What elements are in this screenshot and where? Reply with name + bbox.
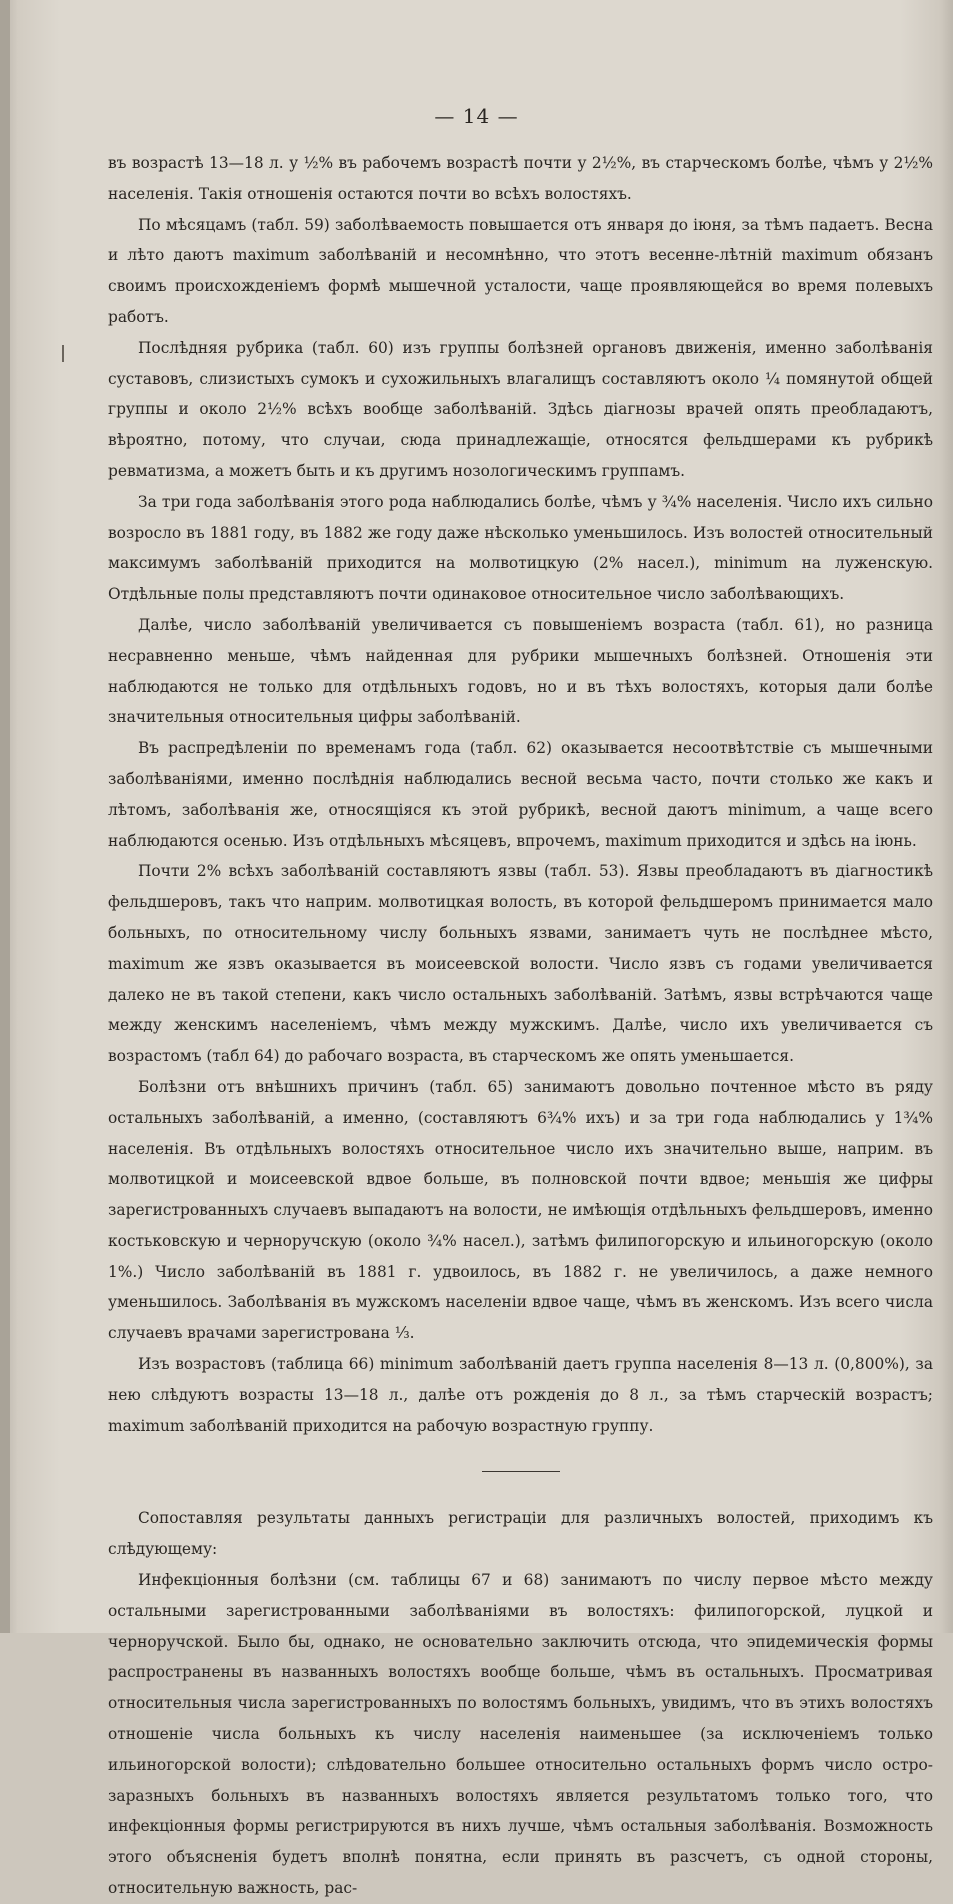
paragraph: Почти 2% всѣхъ заболѣваній составляютъ язвы (табл. 53). Язвы преобладаютъ въ діагностикѣ фельдшеровъ, такъ что наприм. молвотицкая волость, въ которой фельдшеромъ принимается мало больныхъ, по относительному числу больныхъ язвами, занимаетъ чуть не послѣднее мѣсто, maximum же язвъ оказывается въ моисеевской волости. Число язвъ съ годами увеличивается далеко не въ такой степени, какъ число остальныхъ заболѣваній. Затѣмъ, язвы встрѣчаются чаще между женскимъ населеніемъ, чѣмъ между мужскимъ. Далѣе, число ихъ увеличивается съ возрастомъ (табл 64) до рабочаго возраста, въ старческомъ же опять уменьшается.: [108, 862, 933, 1066]
page-number: — 14 —: [434, 104, 519, 128]
paragraph: Въ распредѣленіи по временамъ года (табл. 62) оказывается несоотвѣтствіе съ мышечными заболѣваніями, именно послѣднія наблюдались весной весьма часто, почти столько же какъ и лѣтомъ, заболѣванія же, относящіяся къ этой рубрикѣ, весной даютъ minimum, а чаще всего наблюдаются осенью. Изъ отдѣльныхъ мѣсяцевъ, впрочемъ, maximum приходится и здѣсь на іюнь.: [108, 739, 933, 850]
paragraph: Сопоставляя результаты данныхъ регистраціи для различныхъ волостей, приходимъ къ слѣдующему:: [108, 1509, 933, 1559]
margin-mark: [62, 345, 64, 362]
paragraph: Послѣдняя рубрика (табл. 60) изъ группы болѣзней органовъ движенія, именно заболѣванія суставовъ, слизистыхъ сумокъ и сухожильныхъ влагалищъ составляютъ около ¼ помянутой общей группы и около 2½% всѣхъ вообще заболѣваній. Здѣсь діагнозы врачей опять преобладаютъ, вѣроятно, потому, что случаи, сюда принадлежащіе, относятся фельдшерами къ рубрикѣ ревматизма, а можетъ быть и къ другимъ нозологическимъ группамъ.: [108, 338, 933, 480]
paragraph: Изъ возрастовъ (таблица 66) minimum заболѣваній даетъ группа населенія 8—13 л. (0,800%), за нею слѣдуютъ возрасты 13—18 л., далѣе отъ рожденія до 8 л., за тѣмъ старческій возрастъ; maximum заболѣваній приходится на рабочую возрастную группу.: [108, 1355, 933, 1435]
paragraph: Инфекціонныя болѣзни (см. таблицы 67 и 68) занимаютъ по числу первое мѣсто между остальными зарегистрованными заболѣваніями въ волостяхъ: филипогорской, луцкой и черноручской. Было бы, однако, не основательно заключить отсюда, что эпидемическія формы распространены въ названныхъ волостяхъ вообще больше, чѣмъ въ остальныхъ. Просматривая относительныя числа зарегистрованныхъ по волостямъ больныхъ, увидимъ, что въ этихъ волостяхъ отношеніе числа больныхъ къ числу населенія наименьшее (за исключеніемъ только ильиногорской волости); слѣдовательно большее относительно остальныхъ формъ число остро-заразныхъ больныхъ въ названныхъ волостяхъ является результатомъ только того, что инфекціонныя формы регистрируются въ нихъ лучше, чѣмъ остальныя заболѣванія. Возможность этого объясненія будетъ вполнѣ понятна, если принять въ разсчетъ, съ одной стороны, относительную важность, рас-: [108, 1571, 933, 1898]
paragraph: Болѣзни отъ внѣшнихъ причинъ (табл. 65) занимаютъ довольно почтенное мѣсто въ ряду остальныхъ заболѣваній, а именно, (составляютъ 6¾% ихъ) и за три года наблюдались у 1¾% населенія. Въ отдѣльныхъ волостяхъ относительное число ихъ значительно выше, наприм. въ молвотицкой и моисеевской вдвое больше, въ полновской почти вдвое; меньшія же цифры зарегистрованныхъ случаевъ выпадаютъ на волости, не имѣющія отдѣльныхъ фельдшеровъ, именно костьковскую и черноручскую (около ¾% насел.), затѣмъ филипогорскую и ильиногорскую (около 1%.) Число заболѣваній въ 1881 г. удвоилось, въ 1882 г. не увеличилось, а даже немного уменьшилось. Заболѣванія въ мужскомъ населеніи вдвое чаще, чѣмъ въ женскомъ. Изъ всего числа случаевъ врачами зарегистрована ⅓.: [108, 1077, 933, 1343]
paragraph: По мѣсяцамъ (табл. 59) заболѣваемость повышается отъ января до іюня, за тѣмъ падаетъ. Весна и лѣто даютъ maximum заболѣваній и несомнѣнно, что этотъ весенне-лѣтній maximum обязанъ своимъ происхожденіемъ формѣ мышечной усталости, чаще проявляющейся во время полевыхъ работъ.: [108, 215, 933, 326]
paragraph: За три года заболѣванія этого рода наблюдались болѣе, чѣмъ у ¾% населенія. Число ихъ сильно возросло въ 1881 году, въ 1882 же году даже нѣсколько уменьшилось. Изъ волостей относительный максимумъ заболѣваній приходится на молвотицкую (2% насел.), minimum на луженскую. Отдѣльные полы представляютъ почти одинаковое относительное число заболѣвающихъ.: [108, 492, 933, 604]
paragraph: въ возрастѣ 13—18 л. у ½% въ рабочемъ возрастѣ почти у 2½%, въ старческомъ болѣе, чѣмъ у 2½% населенія. Такія отношенія остаются почти во всѣхъ волостяхъ.: [108, 154, 933, 203]
section-divider: [482, 1471, 560, 1472]
body-text: [108, 148, 933, 1904]
page-edge-shadow: [0, 0, 10, 1633]
paragraph: Далѣе, число заболѣваній увеличивается съ повышеніемъ возраста (табл. 61), но разница несравненно меньше, чѣмъ найденная для рубрики мышечныхъ болѣзней. Отношенія эти наблюдаются не только для отдѣльныхъ годовъ, но и въ тѣхъ волостяхъ, которыя дали болѣе значительныя относительныя цифры заболѣваній.: [108, 615, 933, 727]
